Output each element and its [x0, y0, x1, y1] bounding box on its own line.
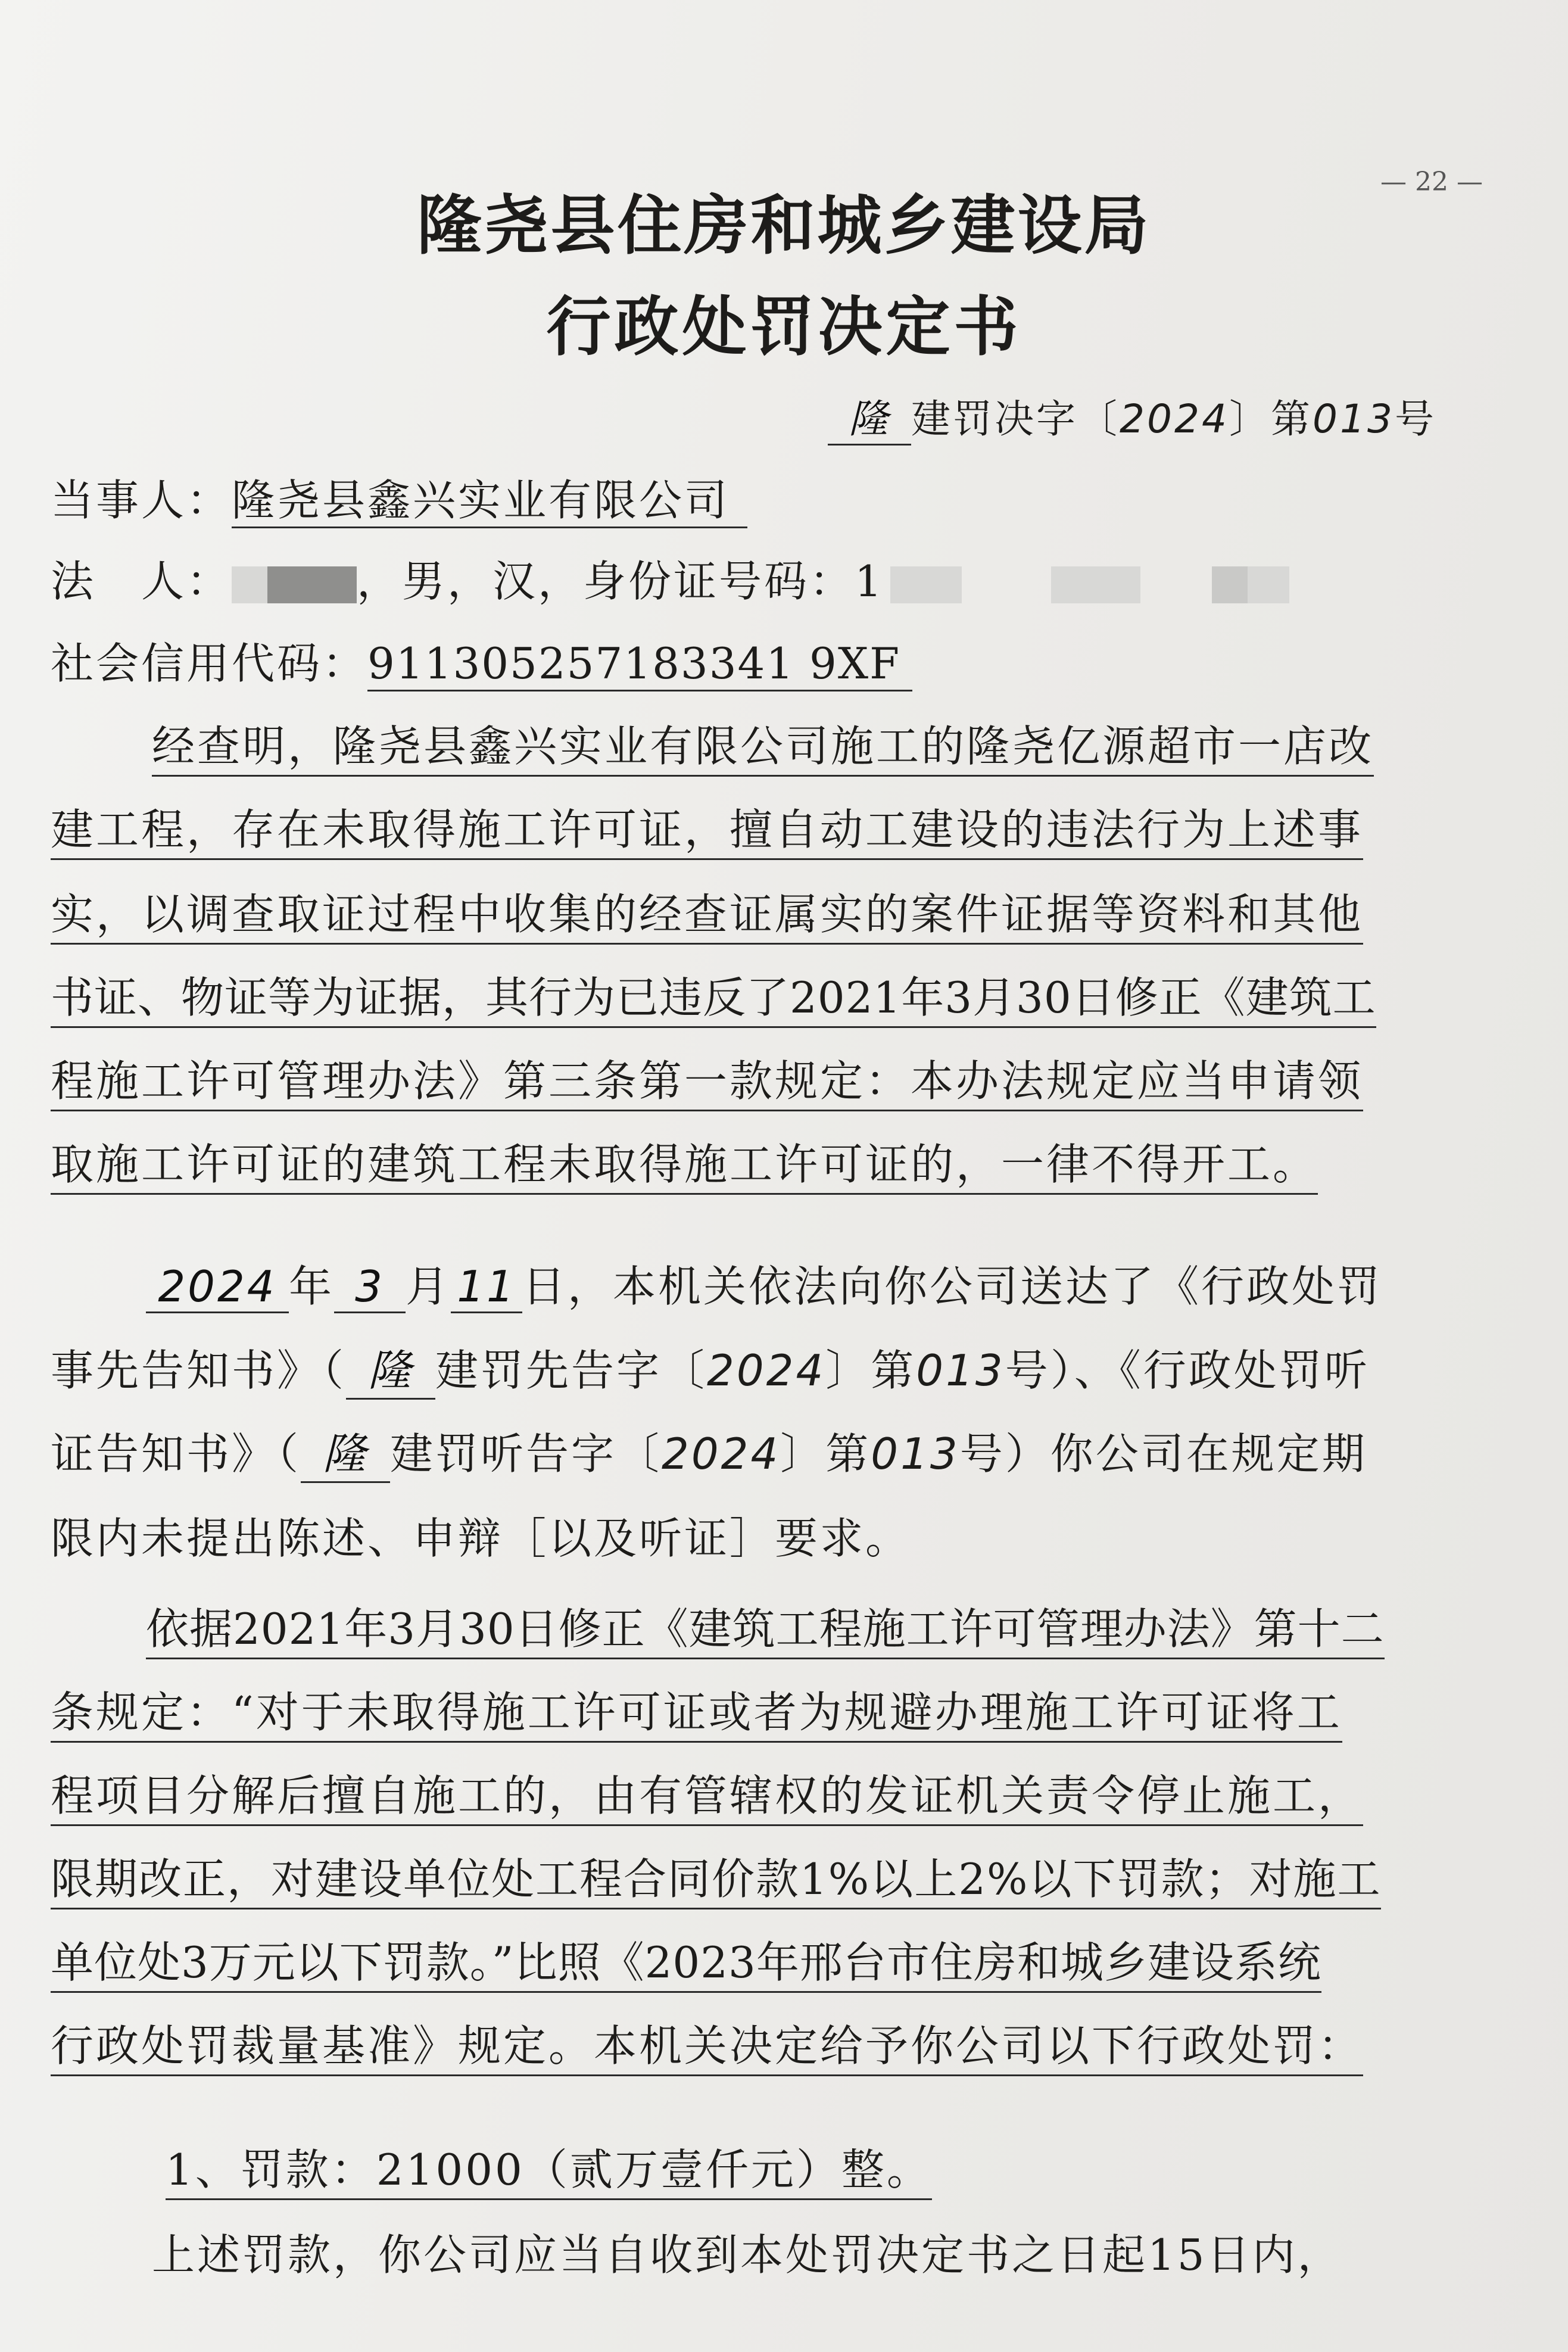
party-value: 隆尧县鑫兴实业有限公司	[232, 475, 747, 528]
finding-line-1: 经查明，隆尧县鑫兴实业有限公司施工的隆尧亿源超市一店改	[152, 712, 1374, 777]
finding-line-5: 程施工许可管理办法》第三条第一款规定：本办法规定应当申请领	[51, 1046, 1363, 1111]
redacted-id-mask-4	[1248, 566, 1289, 603]
doc-number-prefix: 隆	[828, 387, 911, 446]
notice-text-3a: 证告知书》（	[51, 1429, 301, 1479]
hearing-notice-year: 2024	[662, 1429, 781, 1479]
id-number-start: 1	[855, 556, 884, 606]
notice-text-3c: 〕第	[780, 1429, 871, 1479]
notice-year: 2024	[146, 1261, 289, 1313]
prior-notice-year: 2024	[707, 1345, 826, 1395]
finding-line-3: 实，以调查取证过程中收集的经查证属实的案件证据等资料和其他	[51, 880, 1363, 945]
hearing-notice-num: 013	[871, 1429, 960, 1479]
finding-line-6: 取施工许可证的建筑工程未取得施工许可证的，一律不得开工。	[51, 1130, 1318, 1195]
notice-text-2d: 号）、《行政处罚听	[1005, 1345, 1370, 1395]
finding-line-4: 书证、物证等为证据，其行为已违反了2021年3月30日修正《建筑工	[51, 963, 1376, 1028]
finding-line-2: 建工程，存在未取得施工许可证，擅自动工建设的违法行为上述事	[51, 795, 1363, 860]
basis-line-5: 单位处3万元以下罚款。”比照《2023年邢台市住房和城乡建设系统	[51, 1928, 1321, 1993]
notice-text-2a: 事先告知书》（	[51, 1345, 347, 1395]
basis-line-2: 条规定：“对于未取得施工许可证或者为规避办理施工许可证将工	[51, 1678, 1342, 1743]
doc-number-close: 〕第	[1229, 396, 1313, 442]
credit-code-row	[51, 629, 912, 691]
redacted-id-mask-2	[1051, 566, 1140, 603]
doc-number-middle: 建罚决字〔	[911, 396, 1120, 442]
doc-number-num: 013	[1312, 396, 1395, 442]
notice-text-3b: 建罚听告字〔	[390, 1429, 662, 1479]
payment-instruction: 上述罚款，你公司应当自收到本处罚决定书之日起15日内，	[152, 2230, 1343, 2280]
notice-month: 3	[334, 1261, 406, 1313]
notice-month-unit: 月	[406, 1261, 451, 1311]
agency-title: 隆尧县住房和城乡建设局	[417, 189, 1151, 263]
credit-code-value: 911305257183341 9XF	[367, 638, 912, 691]
hearing-notice-prefix: 隆	[301, 1419, 390, 1483]
notice-text-1: 日，本机关依法向你公司送达了《行政处罚	[522, 1261, 1383, 1311]
legal-person-details: ，男，汉，身份证号码：	[357, 556, 855, 606]
page-number: — 22 —	[1380, 167, 1483, 197]
legal-person-row	[51, 547, 1289, 609]
notice-year-unit: 年	[289, 1261, 335, 1311]
prior-notice-num: 013	[916, 1345, 1005, 1395]
redacted-name-mask-dark	[267, 566, 357, 603]
notice-text-2c: 〕第	[825, 1345, 917, 1395]
notice-line-3	[51, 1419, 1367, 1483]
notice-text-2b: 建罚先告字〔	[435, 1345, 707, 1395]
prior-notice-prefix: 隆	[346, 1336, 435, 1400]
notice-line-2	[51, 1336, 1370, 1400]
doc-number-year: 2024	[1120, 396, 1229, 442]
document-number	[828, 387, 1436, 446]
legal-person-label: 法 人：	[51, 556, 232, 606]
basis-line-1: 依据2021年3月30日修正《建筑工程施工许可管理办法》第十二	[146, 1594, 1385, 1659]
notice-line-1	[146, 1252, 1382, 1314]
credit-code-label: 社会信用代码：	[51, 638, 368, 689]
notice-text-3d: 号）你公司在规定期	[959, 1429, 1367, 1479]
party-row	[51, 466, 747, 528]
notice-day: 11	[451, 1261, 522, 1313]
redacted-id-mask-3	[1212, 566, 1248, 603]
notice-line-4: 限内未提出陈述、申辩［以及听证］要求。	[51, 1513, 911, 1563]
basis-line-4: 限期改正，对建设单位处工程合同价款1%以上2%以下罚款；对施工	[51, 1845, 1381, 1909]
penalty-item: 1、罚款：21000（贰万壹仟元）整。	[166, 2135, 932, 2200]
party-label: 当事人：	[51, 475, 232, 525]
redacted-name-mask	[232, 566, 267, 603]
document-title: 行政处罚决定书	[546, 290, 1022, 365]
doc-number-suffix: 号	[1394, 396, 1436, 442]
basis-line-6: 行政处罚裁量基准》规定。本机关决定给予你公司以下行政处罚：	[51, 2011, 1363, 2076]
basis-line-3: 程项目分解后擅自施工的，由有管辖权的发证机关责令停止施工，	[51, 1761, 1363, 1826]
redacted-id-mask	[890, 566, 962, 603]
